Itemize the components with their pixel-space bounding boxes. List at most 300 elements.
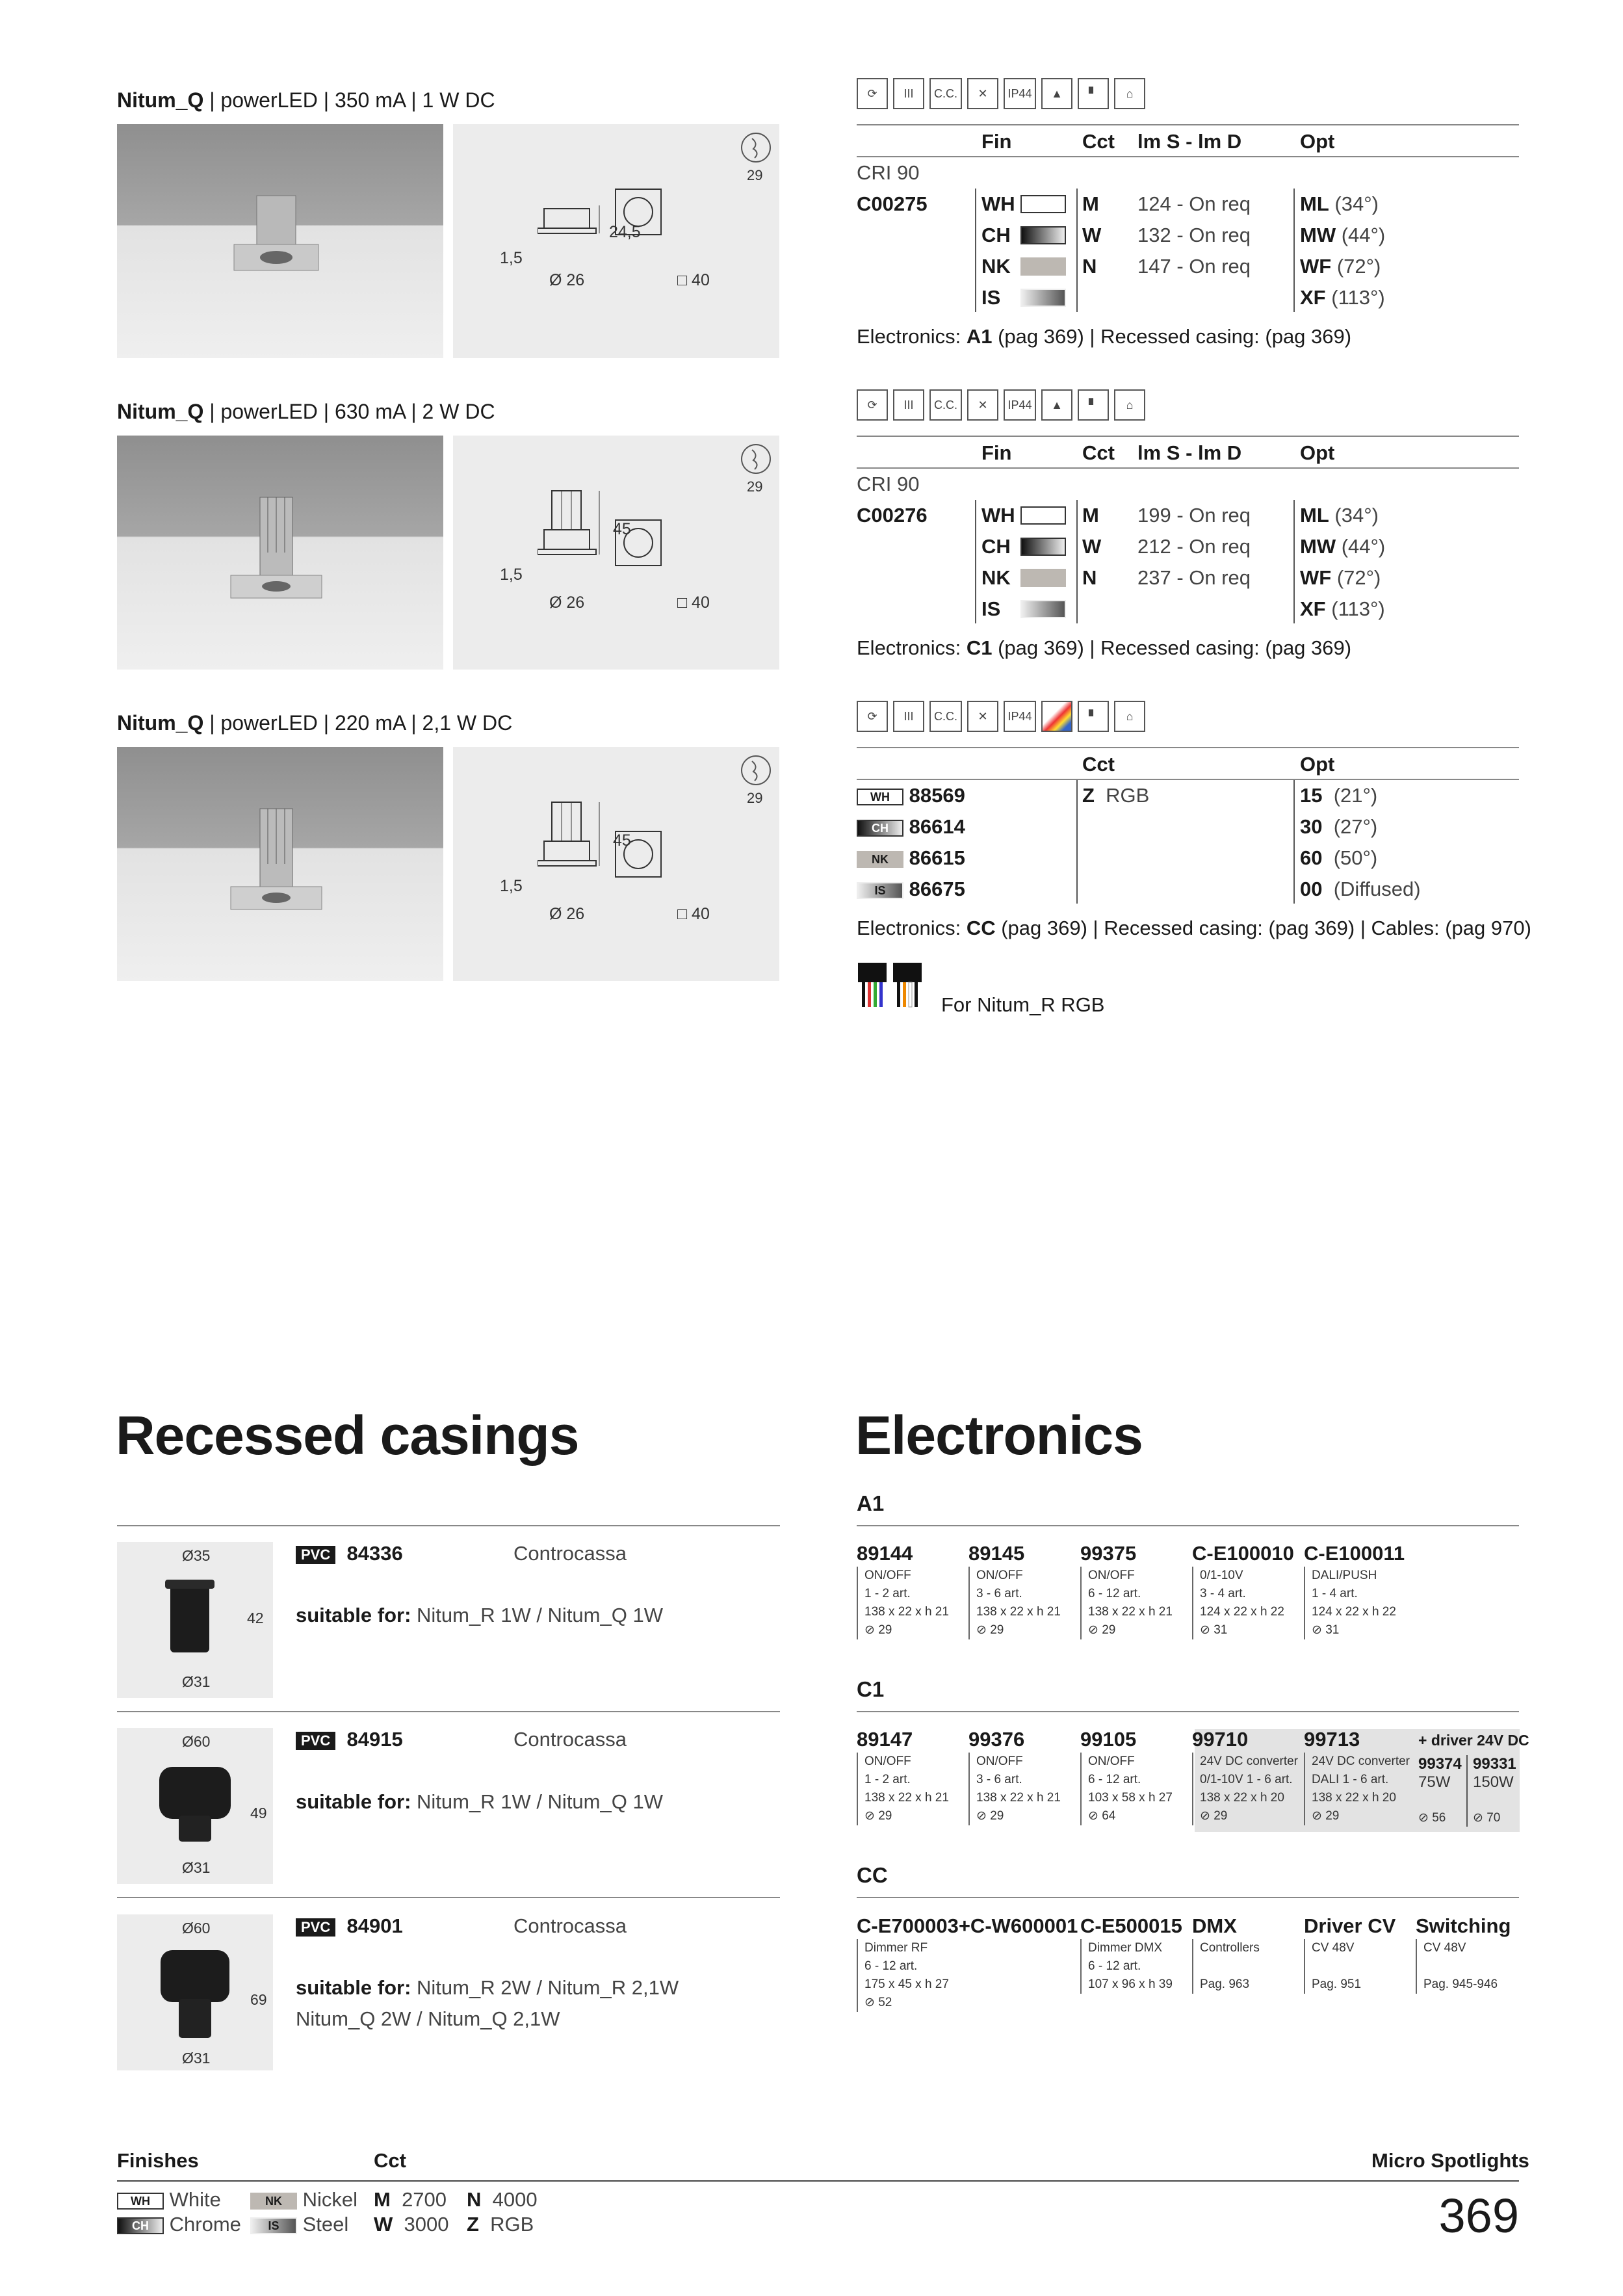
electronics-code: DMX bbox=[1192, 1914, 1237, 1937]
electronics-item bbox=[1304, 1728, 1413, 1825]
electronics-code: 99105 bbox=[1080, 1728, 1137, 1751]
electronics-line bbox=[1200, 1957, 1301, 1976]
electronics-line: 124 x 22 x h 22 bbox=[1312, 1605, 1396, 1619]
product-photo-1 bbox=[117, 124, 443, 358]
cable-connector-icon bbox=[855, 959, 933, 1011]
electronics-line: 6 - 12 art. bbox=[1088, 1587, 1141, 1600]
electronics-ref: Electronics: A1 (pag 369) | Recessed casing: (pag 369) bbox=[857, 325, 1352, 348]
fixture-image bbox=[227, 805, 325, 922]
electronics-line: ⊘ 52 bbox=[864, 1996, 892, 2009]
electronics-item bbox=[968, 1728, 1078, 1825]
casing-top-dim: Ø60 bbox=[182, 1920, 211, 1937]
casing-bottom-dim: Ø31 bbox=[182, 1673, 211, 1690]
electronics-line: 24V DC converter bbox=[1200, 1755, 1299, 1768]
electronics-details bbox=[1080, 1939, 1189, 1994]
divider bbox=[857, 779, 1519, 780]
electronics-code: 89145 bbox=[968, 1542, 1025, 1565]
section-a1: A1 bbox=[857, 1491, 885, 1515]
electronics-line: CV 48V bbox=[1312, 1941, 1355, 1955]
divider bbox=[857, 1525, 1519, 1526]
casing-drawing-2 bbox=[117, 1728, 273, 1884]
electronics-code: C-E700003+C-W600001 bbox=[857, 1914, 1078, 1937]
swatch-white bbox=[1020, 506, 1066, 525]
electronics-code: C-E100010 bbox=[1192, 1542, 1294, 1565]
opt-code: WF bbox=[1300, 255, 1332, 278]
recessed-title: Recessed casings bbox=[116, 1405, 579, 1466]
electronics-code: Switching bbox=[1416, 1914, 1511, 1937]
divider bbox=[1293, 189, 1295, 312]
electronics-line: Pag. 951 bbox=[1312, 1977, 1362, 1991]
opt-code: MW bbox=[1300, 535, 1336, 558]
swatch-steel bbox=[1020, 289, 1066, 307]
electronics-line: ⊘ 31 bbox=[1200, 1623, 1228, 1637]
electronics-details bbox=[1192, 1939, 1301, 1994]
fin-code: WH bbox=[981, 504, 1015, 527]
class3-icon: III bbox=[893, 389, 924, 421]
electronics-item bbox=[1192, 1542, 1301, 1639]
rotate-icon: ⟳ bbox=[857, 78, 888, 109]
product-drawing-1 bbox=[453, 124, 779, 358]
electronics-line: ON/OFF bbox=[864, 1569, 911, 1582]
electronics-item bbox=[857, 1914, 1078, 2012]
hole-dim: 29 bbox=[747, 790, 763, 806]
divider bbox=[857, 156, 1519, 157]
fin-code: NK bbox=[981, 255, 1011, 278]
product-title-3: Nitum_Q | powerLED | 220 mA | 2,1 W DC bbox=[117, 711, 513, 735]
recessed-icon: ▘ bbox=[1078, 701, 1109, 732]
cert-icons-3 bbox=[857, 701, 1145, 732]
electronics-details bbox=[1192, 1567, 1301, 1639]
opt-code: WF bbox=[1300, 566, 1332, 589]
casing-name: Controcassa bbox=[513, 1542, 627, 1565]
electronics-details bbox=[1080, 1567, 1189, 1639]
electronics-line: ⊘ 29 bbox=[1088, 1623, 1116, 1637]
electronics-item bbox=[1192, 1728, 1301, 1825]
electronics-line: 138 x 22 x h 21 bbox=[864, 1605, 949, 1619]
driver-code: 99374 bbox=[1418, 1755, 1462, 1773]
driver-watt: 75W bbox=[1418, 1773, 1451, 1791]
lumen: 147 - On req bbox=[1137, 255, 1251, 278]
swatch-chrome bbox=[1020, 226, 1066, 244]
hole-dim: 29 bbox=[747, 167, 763, 183]
divider bbox=[1076, 189, 1078, 312]
casing-name: Controcassa bbox=[513, 1914, 627, 1937]
opt-angle: (44°) bbox=[1341, 535, 1386, 558]
casing-drawing-3 bbox=[117, 1914, 273, 2070]
cutout-icon: ⊘ bbox=[1088, 1623, 1102, 1637]
product-code: C00276 bbox=[857, 504, 928, 527]
electronics-line: 3 - 6 art. bbox=[976, 1773, 1022, 1786]
divider bbox=[857, 1711, 1519, 1712]
electronics-details bbox=[1304, 1567, 1413, 1639]
divider bbox=[1076, 500, 1078, 623]
cc-icon: C.C. bbox=[929, 389, 962, 421]
height-dim: 24,5 bbox=[609, 223, 641, 241]
opt-code: 15 bbox=[1300, 784, 1323, 807]
divider bbox=[1293, 500, 1295, 623]
col-fin: Fin bbox=[981, 130, 1012, 153]
electronics-line: ⊘ 29 bbox=[976, 1809, 1004, 1823]
electronics-line: DALI/PUSH bbox=[1312, 1569, 1377, 1582]
fixture-image bbox=[227, 494, 325, 611]
square-dim: □ 40 bbox=[677, 594, 710, 612]
electronics-line: 3 - 4 art. bbox=[1200, 1587, 1246, 1600]
cutout-icon: ⊘ bbox=[864, 1809, 879, 1823]
electronics-code: C-E500015 bbox=[1080, 1914, 1182, 1937]
divider bbox=[1076, 780, 1078, 904]
product-photo-2 bbox=[117, 436, 443, 670]
col-lm: lm S - lm D bbox=[1137, 441, 1242, 464]
page-number: 369 bbox=[1438, 2189, 1519, 2243]
product-drawing-3 bbox=[453, 747, 779, 981]
electronics-item bbox=[1080, 1914, 1189, 1994]
lumen: 124 - On req bbox=[1137, 192, 1251, 215]
house-icon: ⌂ bbox=[1114, 78, 1145, 109]
opt-code: 00 bbox=[1300, 878, 1323, 900]
hole-dim: 29 bbox=[747, 478, 763, 495]
opt-angle: (44°) bbox=[1341, 224, 1386, 246]
cri: CRI 90 bbox=[857, 473, 920, 495]
electronics-line: ⊘ 31 bbox=[1312, 1623, 1340, 1637]
electronics-line: Dimmer DMX bbox=[1088, 1941, 1162, 1955]
electronics-line bbox=[1312, 1957, 1413, 1976]
cutout-icon: ⊘ bbox=[976, 1809, 991, 1823]
electronics-line: ON/OFF bbox=[1088, 1755, 1135, 1768]
electronics-line: ON/OFF bbox=[864, 1755, 911, 1768]
cutout-icon: ⊘ bbox=[864, 1623, 879, 1637]
electronics-line: Pag. 963 bbox=[1200, 1977, 1250, 1991]
electronics-item bbox=[1416, 1914, 1525, 1994]
opt-code: MW bbox=[1300, 224, 1336, 246]
cutout-icon bbox=[739, 753, 773, 787]
electronics-line: 6 - 12 art. bbox=[1088, 1959, 1141, 1973]
divider bbox=[117, 1897, 780, 1898]
swatch-nickel bbox=[1020, 257, 1066, 276]
casing-suitable-3b: Nitum_Q 2W / Nitum_Q 2,1W bbox=[296, 2007, 560, 2030]
casing-bottom-dim: Ø31 bbox=[182, 1859, 211, 1876]
house-icon: ⌂ bbox=[1114, 389, 1145, 421]
footer-cct-label: Cct bbox=[374, 2149, 406, 2172]
electronics-line: 0/1-10V 1 - 6 art. bbox=[1200, 1773, 1293, 1786]
product-title-2: Nitum_Q | powerLED | 630 mA | 2 W DC bbox=[117, 400, 495, 423]
height-dim: 45 bbox=[613, 520, 631, 538]
divider bbox=[117, 1711, 780, 1712]
electronics-line: 3 - 6 art. bbox=[976, 1587, 1022, 1600]
divider bbox=[117, 1525, 780, 1526]
section-cc: CC bbox=[857, 1863, 888, 1887]
diam-dim: Ø 26 bbox=[549, 271, 585, 289]
electronics-details bbox=[1416, 1939, 1525, 1994]
divider bbox=[975, 500, 976, 623]
base-dim: 1,5 bbox=[500, 566, 523, 584]
electronics-details bbox=[857, 1567, 966, 1639]
electronics-line: 1 - 2 art. bbox=[864, 1773, 911, 1786]
section-c1: C1 bbox=[857, 1677, 885, 1701]
cct-code: W bbox=[1082, 535, 1102, 558]
divider bbox=[857, 1897, 1519, 1898]
electronics-line: 138 x 22 x h 21 bbox=[976, 1605, 1061, 1619]
product-photo-3 bbox=[117, 747, 443, 981]
electronics-code: C-E100011 bbox=[1304, 1542, 1405, 1565]
opt-angle: (34°) bbox=[1334, 192, 1379, 215]
col-opt: Opt bbox=[1300, 441, 1335, 464]
cutout-icon: ⊘ bbox=[1312, 1809, 1326, 1823]
cct-item: M 2700 bbox=[374, 2188, 447, 2211]
product-drawing-2 bbox=[453, 436, 779, 670]
cct-code: M bbox=[1082, 504, 1099, 527]
electronics-line: 0/1-10V bbox=[1200, 1569, 1243, 1582]
electronics-line: 138 x 22 x h 21 bbox=[864, 1791, 949, 1805]
finish-item: IS Steel bbox=[250, 2213, 348, 2236]
divider bbox=[857, 124, 1519, 125]
casing-code-3: PVC 84901 bbox=[296, 1914, 403, 1938]
driver-ref: ⊘ 56 bbox=[1418, 1811, 1446, 1825]
electronics-ref: Electronics: CC (pag 369) | Recessed casing: (pag 369) | Cables: (pag 970) bbox=[857, 917, 1531, 939]
cct-code: N bbox=[1082, 255, 1097, 278]
casing-shape bbox=[153, 1944, 237, 2048]
electronics-line: 138 x 22 x h 21 bbox=[976, 1791, 1061, 1805]
cutout-icon: ⊘ bbox=[1200, 1809, 1214, 1823]
lumen: 212 - On req bbox=[1137, 535, 1251, 558]
electronics-line: ON/OFF bbox=[1088, 1569, 1135, 1582]
opt-angle: (50°) bbox=[1333, 846, 1378, 869]
opt-angle: (34°) bbox=[1334, 504, 1379, 527]
fin-code: IS bbox=[981, 286, 1001, 309]
electronics-line: ⊘ 29 bbox=[864, 1623, 892, 1637]
casing-height-dim: 69 bbox=[250, 1991, 267, 2008]
cct-item: W 3000 bbox=[374, 2213, 449, 2236]
electronics-details bbox=[857, 1939, 1071, 2012]
electronics-line bbox=[1423, 1957, 1525, 1976]
divider bbox=[975, 189, 976, 312]
cutout-icon: ⊘ bbox=[1312, 1623, 1326, 1637]
variant-row: WH 88569 bbox=[857, 784, 965, 807]
col-opt: Opt bbox=[1300, 753, 1335, 776]
diam-dim: Ø 26 bbox=[549, 905, 585, 923]
casing-shape bbox=[162, 1574, 227, 1672]
opt-angle: (72°) bbox=[1336, 255, 1381, 278]
class3-icon: III bbox=[893, 701, 924, 732]
variant-row: CH 86614 bbox=[857, 815, 965, 839]
lumen: 132 - On req bbox=[1137, 224, 1251, 246]
no-insulation-icon: ✕ bbox=[967, 389, 998, 421]
cutout-icon: ⊘ bbox=[1200, 1623, 1214, 1637]
opt-angle: (21°) bbox=[1333, 784, 1378, 807]
swatch-steel bbox=[1020, 600, 1066, 618]
electronics-line: ⊘ 29 bbox=[864, 1809, 892, 1823]
electronics-line: 1 - 4 art. bbox=[1312, 1587, 1358, 1600]
casing-drawing-1 bbox=[117, 1542, 273, 1698]
square-dim: □ 40 bbox=[677, 905, 710, 923]
base-dim: 1,5 bbox=[500, 249, 523, 267]
electronics-item bbox=[857, 1542, 966, 1639]
ip44-icon: IP44 bbox=[1004, 701, 1036, 732]
opt-code: ML bbox=[1300, 504, 1329, 527]
opt-code: XF bbox=[1300, 597, 1326, 620]
fin-code: IS bbox=[981, 597, 1001, 620]
electronics-item bbox=[1304, 1542, 1413, 1639]
electronics-line: 6 - 12 art. bbox=[1088, 1773, 1141, 1786]
casing-name: Controcassa bbox=[513, 1728, 627, 1751]
electronics-code: 99376 bbox=[968, 1728, 1025, 1751]
cutout-icon: ⊘ bbox=[1088, 1809, 1102, 1823]
opt-angle: (72°) bbox=[1336, 566, 1381, 589]
casing-top-dim: Ø35 bbox=[182, 1547, 211, 1564]
cutout-icon bbox=[739, 442, 773, 476]
electronics-item bbox=[1080, 1542, 1189, 1639]
col-cct: Cct bbox=[1082, 753, 1115, 776]
col-opt: Opt bbox=[1300, 130, 1335, 153]
divider bbox=[857, 467, 1519, 469]
lumen: 237 - On req bbox=[1137, 566, 1251, 589]
electronics-line: ⊘ 29 bbox=[1312, 1809, 1340, 1823]
footer-category: Micro Spotlights bbox=[1371, 2149, 1529, 2172]
electronics-line: 124 x 22 x h 22 bbox=[1200, 1605, 1284, 1619]
finish-item: CH Chrome bbox=[117, 2213, 241, 2236]
electronics-line: 138 x 22 x h 20 bbox=[1312, 1791, 1396, 1805]
casing-height-dim: 49 bbox=[250, 1805, 267, 1821]
square-dim: □ 40 bbox=[677, 271, 710, 289]
electronics-ref: Electronics: C1 (pag 369) | Recessed casing: (pag 369) bbox=[857, 636, 1352, 659]
opt-code: 60 bbox=[1300, 846, 1323, 869]
class3-icon: III bbox=[893, 78, 924, 109]
casing-code-2: PVC 84915 bbox=[296, 1728, 403, 1751]
casing-suitable-2: suitable for: Nitum_R 1W / Nitum_Q 1W bbox=[296, 1790, 663, 1813]
cct-rgb: Z RGB bbox=[1082, 784, 1150, 807]
electronics-item bbox=[1192, 1914, 1301, 1994]
driver-title: + driver 24V DC bbox=[1418, 1732, 1529, 1749]
electronics-details bbox=[1192, 1753, 1301, 1825]
electronics-line: Dimmer RF bbox=[864, 1941, 928, 1955]
electronics-details bbox=[1080, 1753, 1189, 1825]
electronics-line: 138 x 22 x h 20 bbox=[1200, 1791, 1284, 1805]
casing-top-dim: Ø60 bbox=[182, 1733, 211, 1750]
opt-angle: (Diffused) bbox=[1333, 878, 1421, 900]
opt-angle: (27°) bbox=[1333, 815, 1378, 838]
electronics-line: ON/OFF bbox=[976, 1569, 1023, 1582]
footer-finishes-label: Finishes bbox=[117, 2149, 199, 2172]
no-insulation-icon: ✕ bbox=[967, 78, 998, 109]
opt-code: ML bbox=[1300, 192, 1329, 215]
electronics-line: ⊘ 29 bbox=[1200, 1809, 1228, 1823]
base-dim: 1,5 bbox=[500, 877, 523, 895]
opt-code: 30 bbox=[1300, 815, 1323, 838]
rotate-icon: ⟳ bbox=[857, 701, 888, 732]
dimension-drawing bbox=[538, 799, 733, 903]
casing-height-dim: 42 bbox=[247, 1610, 264, 1626]
fin-code: NK bbox=[981, 566, 1011, 589]
electronics-line: 138 x 22 x h 21 bbox=[1088, 1605, 1173, 1619]
rgb-beam-icon bbox=[1041, 701, 1072, 732]
col-fin: Fin bbox=[981, 441, 1012, 464]
fin-code: CH bbox=[981, 535, 1011, 558]
col-cct: Cct bbox=[1082, 130, 1115, 153]
divider bbox=[1466, 1755, 1468, 1827]
cert-icons-2 bbox=[857, 389, 1145, 421]
electronics-title: Electronics bbox=[855, 1405, 1143, 1466]
electronics-item bbox=[1080, 1728, 1189, 1825]
lumen: 199 - On req bbox=[1137, 504, 1251, 527]
electronics-line: 175 x 45 x h 27 bbox=[864, 1977, 949, 1991]
ip44-icon: IP44 bbox=[1004, 389, 1036, 421]
opt-code: XF bbox=[1300, 286, 1326, 309]
divider bbox=[1293, 780, 1295, 904]
divider bbox=[857, 436, 1519, 437]
cutout-icon bbox=[739, 131, 773, 164]
casing-code-1: PVC 84336 bbox=[296, 1542, 403, 1565]
electronics-line: 6 - 12 art. bbox=[864, 1959, 918, 1973]
divider bbox=[857, 747, 1519, 748]
electronics-item bbox=[968, 1542, 1078, 1639]
driver-ref: ⊘ 70 bbox=[1473, 1811, 1501, 1825]
cable-note: For Nitum_R RGB bbox=[941, 993, 1105, 1016]
diam-dim: Ø 26 bbox=[549, 594, 585, 612]
fin-code: CH bbox=[981, 224, 1011, 246]
fin-code: WH bbox=[981, 192, 1015, 215]
swatch-nickel bbox=[1020, 569, 1066, 587]
electronics-line: DALI 1 - 6 art. bbox=[1312, 1773, 1389, 1786]
variant-row: IS 86675 bbox=[857, 878, 965, 901]
casing-shape bbox=[149, 1760, 240, 1858]
cct-code: N bbox=[1082, 566, 1097, 589]
electronics-line: ⊘ 29 bbox=[976, 1623, 1004, 1637]
finish-item: WH White bbox=[117, 2188, 221, 2211]
fixture-image bbox=[227, 183, 325, 300]
height-dim: 45 bbox=[613, 831, 631, 850]
electronics-line: 107 x 96 x h 39 bbox=[1088, 1977, 1173, 1991]
cutout-icon: ⊘ bbox=[864, 1996, 879, 2009]
beam-icon: ▲ bbox=[1041, 389, 1072, 421]
electronics-line: 1 - 2 art. bbox=[864, 1587, 911, 1600]
cct-code: M bbox=[1082, 192, 1099, 215]
col-cct: Cct bbox=[1082, 441, 1115, 464]
opt-angle: (113°) bbox=[1331, 597, 1385, 620]
electronics-line: Pag. 945-946 bbox=[1423, 1977, 1498, 1991]
col-lm: lm S - lm D bbox=[1137, 130, 1242, 153]
electronics-code: 99713 bbox=[1304, 1728, 1360, 1751]
opt-angle: (113°) bbox=[1331, 286, 1385, 309]
finish-item: NK Nickel bbox=[250, 2188, 357, 2211]
electronics-line: CV 48V bbox=[1423, 1941, 1466, 1955]
electronics-line: ON/OFF bbox=[976, 1755, 1023, 1768]
electronics-details bbox=[1304, 1753, 1413, 1825]
cct-code: W bbox=[1082, 224, 1102, 246]
casing-bottom-dim: Ø31 bbox=[182, 2050, 211, 2067]
house-icon: ⌂ bbox=[1114, 701, 1145, 732]
electronics-details bbox=[968, 1567, 1078, 1639]
swatch-white bbox=[1020, 195, 1066, 213]
recessed-icon: ▘ bbox=[1078, 78, 1109, 109]
variant-row: NK 86615 bbox=[857, 846, 965, 870]
product-title-1: Nitum_Q | powerLED | 350 mA | 1 W DC bbox=[117, 88, 495, 112]
footer-divider bbox=[117, 2180, 1519, 2182]
electronics-code: Driver CV bbox=[1304, 1914, 1396, 1937]
product-code: C00275 bbox=[857, 192, 928, 215]
casing-suitable-1: suitable for: Nitum_R 1W / Nitum_Q 1W bbox=[296, 1604, 663, 1626]
driver-watt: 150W bbox=[1473, 1773, 1514, 1791]
cc-icon: C.C. bbox=[929, 701, 962, 732]
electronics-line: 24V DC converter bbox=[1312, 1755, 1410, 1768]
electronics-code: 89147 bbox=[857, 1728, 913, 1751]
electronics-code: 99710 bbox=[1192, 1728, 1249, 1751]
electronics-details bbox=[857, 1753, 966, 1825]
no-insulation-icon: ✕ bbox=[967, 701, 998, 732]
ip44-icon: IP44 bbox=[1004, 78, 1036, 109]
beam-icon: ▲ bbox=[1041, 78, 1072, 109]
electronics-item bbox=[1304, 1914, 1413, 1994]
electronics-code: 89144 bbox=[857, 1542, 913, 1565]
cc-icon: C.C. bbox=[929, 78, 962, 109]
